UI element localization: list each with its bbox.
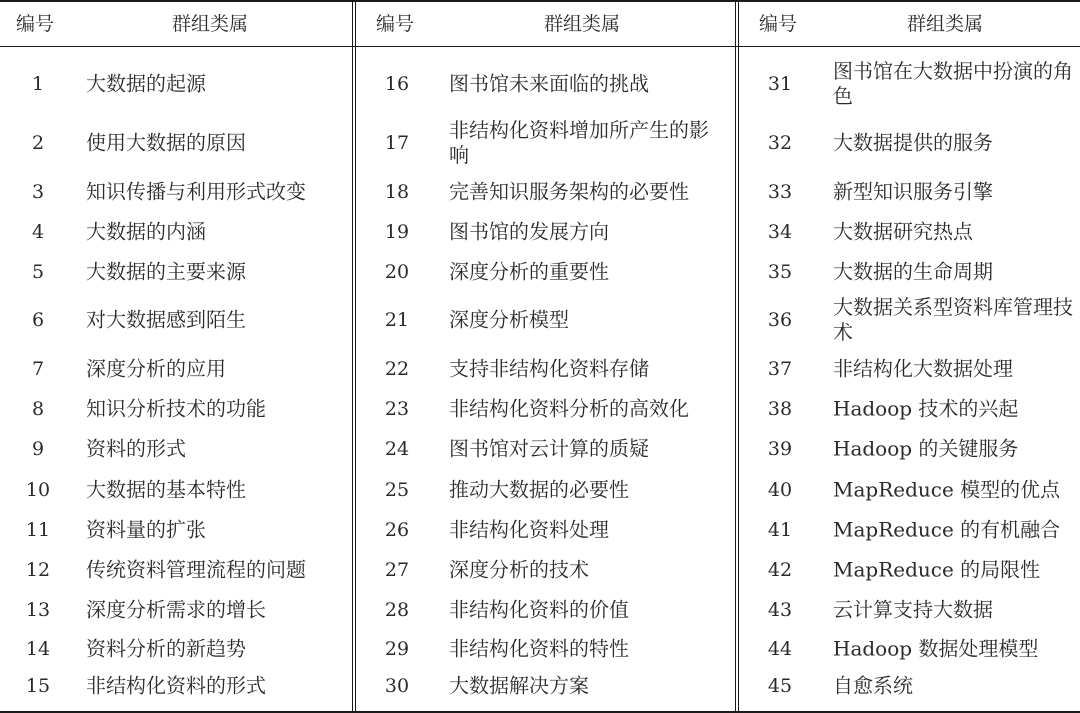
row-group-category: 知识分析技术的功能	[86, 396, 266, 421]
table-row	[0, 550, 352, 590]
table-row	[356, 64, 735, 104]
table-row	[739, 510, 1080, 550]
panel-header	[0, 0, 352, 46]
row-number: 7	[31, 358, 45, 380]
panel-3	[739, 0, 1080, 713]
table-row	[356, 550, 735, 590]
row-group-category: 大数据解决方案	[449, 673, 589, 698]
row-number: 8	[31, 398, 45, 420]
row-number: 28	[384, 599, 410, 621]
row-number: 29	[384, 638, 410, 660]
table-row	[0, 172, 352, 212]
row-number: 17	[384, 132, 410, 154]
panel-header	[356, 0, 735, 46]
row-number: 31	[767, 73, 793, 95]
row-group-category: 云计算支持大数据	[833, 597, 993, 622]
header-number: 编号	[759, 13, 798, 35]
row-group-category: 非结构化资料的形式	[86, 673, 266, 698]
table-row	[739, 212, 1080, 252]
row-group-category: 深度分析需求的增长	[86, 597, 266, 622]
row-number: 10	[25, 479, 51, 501]
table-row	[356, 510, 735, 550]
row-group-category: 深度分析的重要性	[449, 259, 609, 284]
row-group-category: 资料的形式	[86, 436, 186, 461]
table-row	[739, 629, 1080, 669]
row-group-category: 大数据的内涵	[86, 219, 206, 244]
row-number: 6	[31, 309, 45, 331]
header-number: 编号	[376, 13, 415, 35]
row-number: 24	[384, 438, 410, 460]
row-number: 38	[767, 398, 793, 420]
row-group-category: 深度分析的技术	[449, 557, 589, 582]
row-number: 14	[25, 638, 51, 660]
row-group-category: 图书馆的发展方向	[449, 219, 609, 244]
row-number: 30	[384, 675, 410, 697]
table-row	[739, 349, 1080, 389]
row-group-category: 图书馆未来面临的挑战	[449, 71, 649, 96]
table-row	[0, 666, 352, 706]
table-row	[356, 118, 735, 167]
row-number: 37	[767, 358, 793, 380]
row-number: 5	[31, 261, 45, 283]
row-number: 16	[384, 73, 410, 95]
table-row	[739, 550, 1080, 590]
row-group-category: 大数据的起源	[86, 71, 206, 96]
row-number: 35	[767, 261, 793, 283]
row-number: 1	[31, 73, 45, 95]
row-number: 22	[384, 358, 410, 380]
row-group-category: 新型知识服务引擎	[833, 179, 993, 204]
row-group-category: 非结构化大数据处理	[833, 356, 1013, 381]
row-group-category: 对大数据感到陌生	[86, 307, 246, 332]
table-row	[356, 252, 735, 292]
row-group-category: 深度分析的应用	[86, 356, 226, 381]
row-number: 15	[25, 675, 51, 697]
row-group-category: 非结构化资料的价值	[449, 597, 629, 622]
table-row	[0, 123, 352, 163]
row-group-category: 知识传播与利用形式改变	[86, 179, 306, 204]
table-row	[0, 389, 352, 429]
table-row	[356, 666, 735, 706]
table-row	[356, 590, 735, 630]
row-number: 27	[384, 559, 410, 581]
row-number: 43	[767, 599, 793, 621]
table-row	[356, 349, 735, 389]
table-row	[739, 123, 1080, 163]
row-number: 18	[384, 181, 410, 203]
table-row	[0, 349, 352, 389]
row-group-category: 大数据关系型资料库管理技术	[833, 295, 1073, 344]
table-row	[0, 252, 352, 292]
table-row	[0, 429, 352, 469]
table-row	[0, 629, 352, 669]
row-number: 25	[384, 479, 410, 501]
row-number: 20	[384, 261, 410, 283]
table-row	[0, 590, 352, 630]
table-row	[356, 470, 735, 510]
row-group-category: 非结构化资料分析的高效化	[449, 396, 689, 421]
row-group-category: 非结构化资料的特性	[449, 636, 629, 661]
table-row	[356, 300, 735, 340]
table-row	[0, 64, 352, 104]
row-number: 11	[25, 519, 51, 541]
table-row	[739, 666, 1080, 706]
table-row	[739, 389, 1080, 429]
table-row	[356, 629, 735, 669]
row-number: 9	[31, 438, 45, 460]
row-number: 45	[767, 675, 793, 697]
row-group-category: 非结构化资料处理	[449, 517, 609, 542]
table-row	[356, 429, 735, 469]
row-group-category: 传统资料管理流程的问题	[86, 557, 306, 582]
row-group-category: 资料量的扩张	[86, 517, 206, 542]
row-group-category: 推动大数据的必要性	[449, 477, 629, 502]
row-number: 23	[384, 398, 410, 420]
panel-1	[0, 0, 352, 713]
table-row	[356, 172, 735, 212]
row-group-category: 自愈系统	[833, 673, 913, 698]
row-number: 4	[31, 221, 45, 243]
table-row	[356, 212, 735, 252]
row-group-category: 使用大数据的原因	[86, 130, 246, 155]
row-number: 40	[767, 479, 793, 501]
table-row	[0, 300, 352, 340]
table-row	[739, 172, 1080, 212]
row-number: 39	[767, 438, 793, 460]
row-group-category: 深度分析模型	[449, 307, 569, 332]
panel-header	[739, 0, 1080, 46]
header-group: 群组类属	[172, 13, 249, 35]
panel-2	[356, 0, 735, 713]
row-group-category: Hadoop 的关键服务	[833, 436, 1019, 461]
row-group-category: 图书馆在大数据中扮演的角色	[833, 59, 1073, 108]
table-row	[739, 295, 1080, 344]
header-group: 群组类属	[544, 13, 621, 35]
row-group-category: MapReduce 模型的优点	[833, 477, 1061, 502]
row-number: 44	[767, 638, 793, 660]
table-row	[739, 252, 1080, 292]
row-number: 33	[767, 181, 793, 203]
row-group-category: 大数据的主要来源	[86, 259, 246, 284]
column-divider	[735, 0, 736, 713]
row-group-category: Hadoop 数据处理模型	[833, 636, 1039, 661]
table-row	[0, 510, 352, 550]
table-row	[739, 59, 1080, 108]
row-group-category: MapReduce 的局限性	[833, 557, 1041, 582]
table-row	[0, 212, 352, 252]
row-number: 42	[767, 559, 793, 581]
column-divider	[352, 0, 353, 713]
row-group-category: 大数据的生命周期	[833, 259, 993, 284]
row-group-category: 支持非结构化资料存储	[449, 356, 649, 381]
row-number: 36	[767, 309, 793, 331]
table-row	[739, 470, 1080, 510]
row-group-category: 完善知识服务架构的必要性	[449, 179, 689, 204]
table-row	[739, 429, 1080, 469]
row-number: 2	[31, 132, 45, 154]
row-group-category: 图书馆对云计算的质疑	[449, 436, 649, 461]
row-number: 3	[31, 181, 45, 203]
row-number: 21	[384, 309, 410, 331]
row-number: 26	[384, 519, 410, 541]
row-number: 34	[767, 221, 793, 243]
row-number: 19	[384, 221, 410, 243]
row-number: 32	[767, 132, 793, 154]
table-row	[739, 590, 1080, 630]
row-number: 13	[25, 599, 51, 621]
row-group-category: 大数据研究热点	[833, 219, 973, 244]
row-group-category: 非结构化资料增加所产生的影响	[449, 118, 709, 167]
table-row	[356, 389, 735, 429]
row-group-category: Hadoop 技术的兴起	[833, 396, 1019, 421]
row-group-category: MapReduce 的有机融合	[833, 517, 1061, 542]
table-row	[0, 470, 352, 510]
row-group-category: 资料分析的新趋势	[86, 636, 246, 661]
row-group-category: 大数据的基本特性	[86, 477, 246, 502]
row-number: 12	[25, 559, 51, 581]
row-group-category: 大数据提供的服务	[833, 130, 993, 155]
header-number: 编号	[16, 13, 55, 35]
row-number: 41	[767, 519, 793, 541]
header-group: 群组类属	[907, 13, 984, 35]
